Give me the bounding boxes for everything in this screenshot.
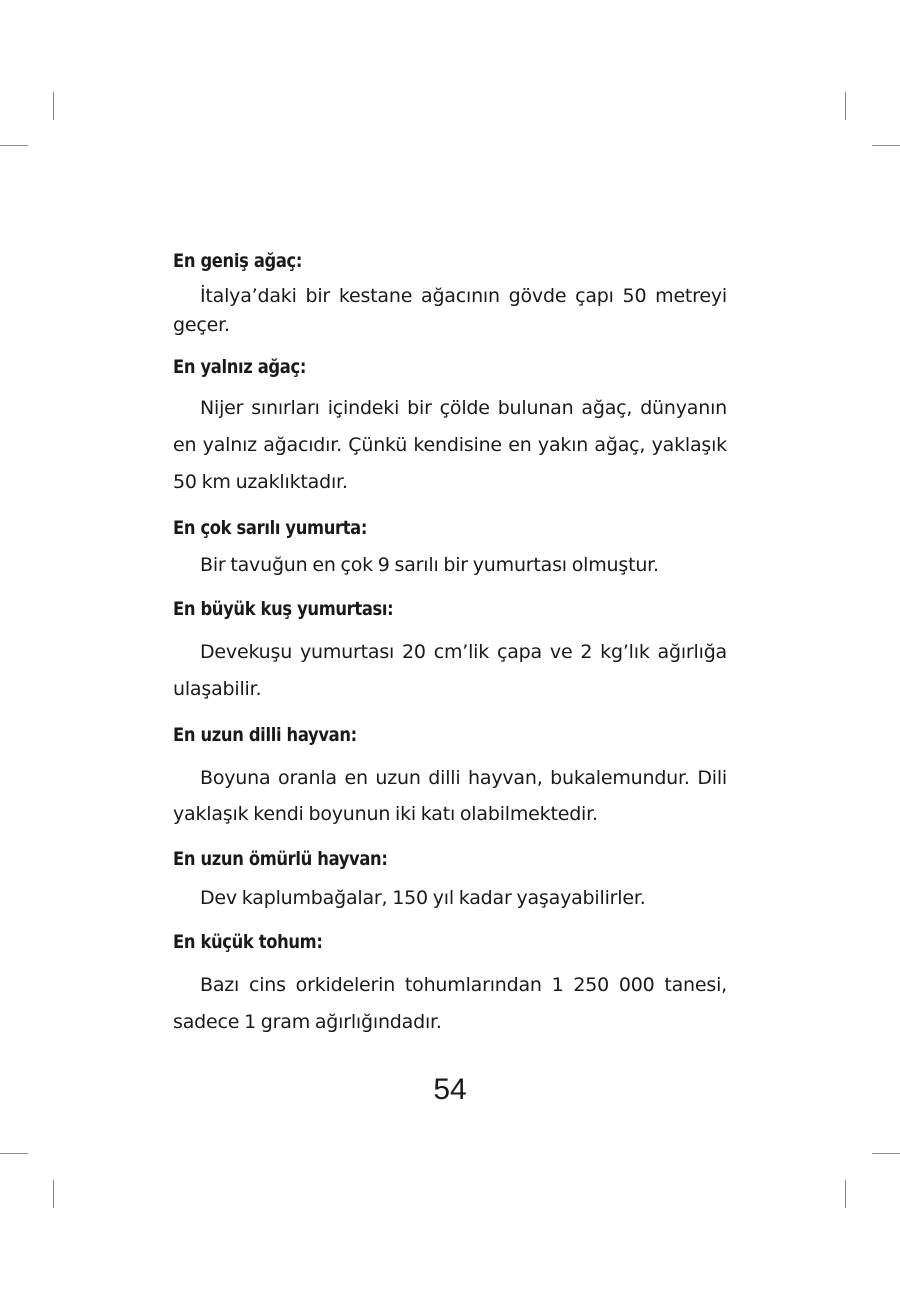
crop-mark-bottom-right-horizontal — [872, 1153, 900, 1154]
entry-text: Bazı cins orkidelerin tohumlarından 1 250 000 tanesi, sadece 1 gram ağırlığındadır. — [173, 974, 727, 1033]
entry-heading: En küçük tohum: — [173, 931, 323, 953]
entry-heading: En çok sarılı yumurta: — [173, 517, 368, 539]
crop-mark-top-right-horizontal — [872, 145, 900, 146]
entry-longest-living-animal — [173, 846, 727, 913]
entry-text: Bir tavuğun en çok 9 sarılı bir yumurtası olmuştur. — [200, 554, 659, 576]
page-number: 54 — [433, 1073, 467, 1106]
crop-mark-bottom-left-vertical — [53, 1180, 54, 1208]
crop-mark-bottom-left-horizontal — [0, 1153, 28, 1154]
entry-widest-tree — [173, 248, 727, 340]
entry-heading: En büyük kuş yumurtası: — [173, 598, 394, 620]
entry-text: Devekuşu yumurtası 20 cm’lik çapa ve 2 kg’lık ağırlığa ulaşabilir. — [173, 641, 727, 700]
entry-text: İtalya’daki bir kestane ağacının gövde çapı 50 metreyi geçer. — [173, 285, 727, 336]
entry-text: Dev kaplumbağalar, 150 yıl kadar yaşayabilirler. — [200, 887, 646, 909]
crop-mark-top-right-vertical — [845, 92, 846, 120]
crop-mark-bottom-right-vertical — [845, 1180, 846, 1208]
entry-loneliest-tree — [173, 354, 727, 501]
entry-smallest-seed — [173, 929, 727, 1041]
entry-text: Nijer sınırları içindeki bir çölde bulunan ağaç, dünyanın en yalnız ağacıdır. Çünkü kendisine en yakın ağaç, yaklaşık 50 km uzaklıktadır. — [173, 397, 727, 493]
crop-mark-top-left-horizontal — [0, 145, 28, 146]
crop-mark-top-left-vertical — [53, 92, 54, 120]
entry-heading: En uzun ömürlü hayvan: — [173, 848, 388, 870]
entry-longest-tongue-animal — [173, 722, 727, 832]
page-content — [173, 248, 727, 1041]
entry-text: Boyuna oranla en uzun dilli hayvan, bukalemundur. Dili yaklaşık kendi boyunun iki katı olabilmektedir. — [173, 767, 727, 825]
entry-heading: En yalnız ağaç: — [173, 356, 307, 378]
entry-heading: En geniş ağaç: — [173, 250, 303, 272]
entry-largest-bird-egg — [173, 596, 727, 708]
entry-heading: En uzun dilli hayvan: — [173, 724, 357, 746]
entry-most-yolks-egg — [173, 515, 727, 580]
